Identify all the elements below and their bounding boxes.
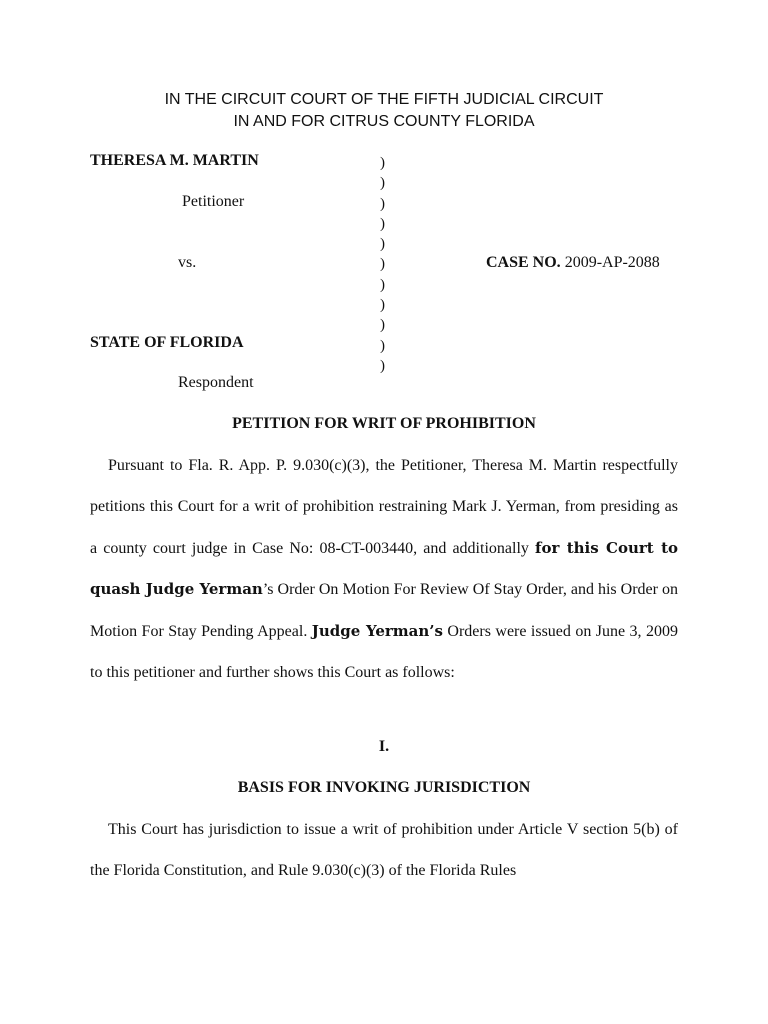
document-title: PETITION FOR WRIT OF PROHIBITION xyxy=(232,415,536,432)
intro-highlight-judge: Judge Yerman’s xyxy=(311,622,443,641)
caption-paren: ) xyxy=(380,317,385,334)
caption-paren: ) xyxy=(380,175,385,192)
caption-paren: ) xyxy=(380,236,385,253)
petitioner-name: THERESA M. MARTIN xyxy=(90,152,259,169)
court-name-line1: IN THE CIRCUIT COURT OF THE FIFTH JUDICIAL CIRCUIT xyxy=(164,91,604,108)
respondent-name: STATE OF FLORIDA xyxy=(90,334,244,351)
section-number: I. xyxy=(378,738,390,755)
court-name-line2: IN AND FOR CITRUS COUNTY FLORIDA xyxy=(233,113,535,130)
jurisdiction-paragraph: This Court has jurisdiction to issue a writ of prohibition under Article V section 5(b) of the Florida Constitution, and Rule 9.030(c)(3) of the Florida Rules xyxy=(90,821,678,879)
caption-paren: ) xyxy=(380,195,385,212)
intro-paragraph xyxy=(90,446,678,694)
respondent-role: Respondent xyxy=(178,374,254,391)
intro-text-part3: Orders were issued on June 3, 2009 to this petitioner and further shows this Court as follows: xyxy=(90,623,679,681)
caption-paren: ) xyxy=(380,337,385,354)
case-number-value: 2009-AP-2088 xyxy=(564,254,660,271)
versus-label: vs. xyxy=(178,254,197,271)
caption-paren: ) xyxy=(380,215,385,232)
caption-paren: ) xyxy=(380,276,385,293)
section-heading: BASIS FOR INVOKING JURISDICTION xyxy=(237,779,531,796)
intro-text-part2: ’s Order On Motion For Review Of Stay Order, and his Order on Motion For Stay Pending Appeal. xyxy=(90,581,679,641)
caption-paren: ) xyxy=(380,155,385,171)
case-number-label: CASE NO. xyxy=(486,254,561,271)
caption-paren: ) xyxy=(380,297,385,314)
caption-paren: ) xyxy=(380,256,385,273)
petitioner-role: Petitioner xyxy=(182,193,245,210)
intro-text-part1: Pursuant to Fla. R. App. P. 9.030(c)(3), the Petitioner, Theresa M. Martin respectfully petitions this Court for a writ of prohibition restraining Mark J. Yerman, from presiding as a county court judge in Case No: 08-CT-003440, and additionally xyxy=(90,457,678,557)
caption-paren-column xyxy=(380,153,385,376)
caption-paren: ) xyxy=(380,357,385,374)
case-number-line xyxy=(486,254,660,272)
intro-highlight-quash: for this Court to quash Judge Yerman xyxy=(90,538,679,599)
